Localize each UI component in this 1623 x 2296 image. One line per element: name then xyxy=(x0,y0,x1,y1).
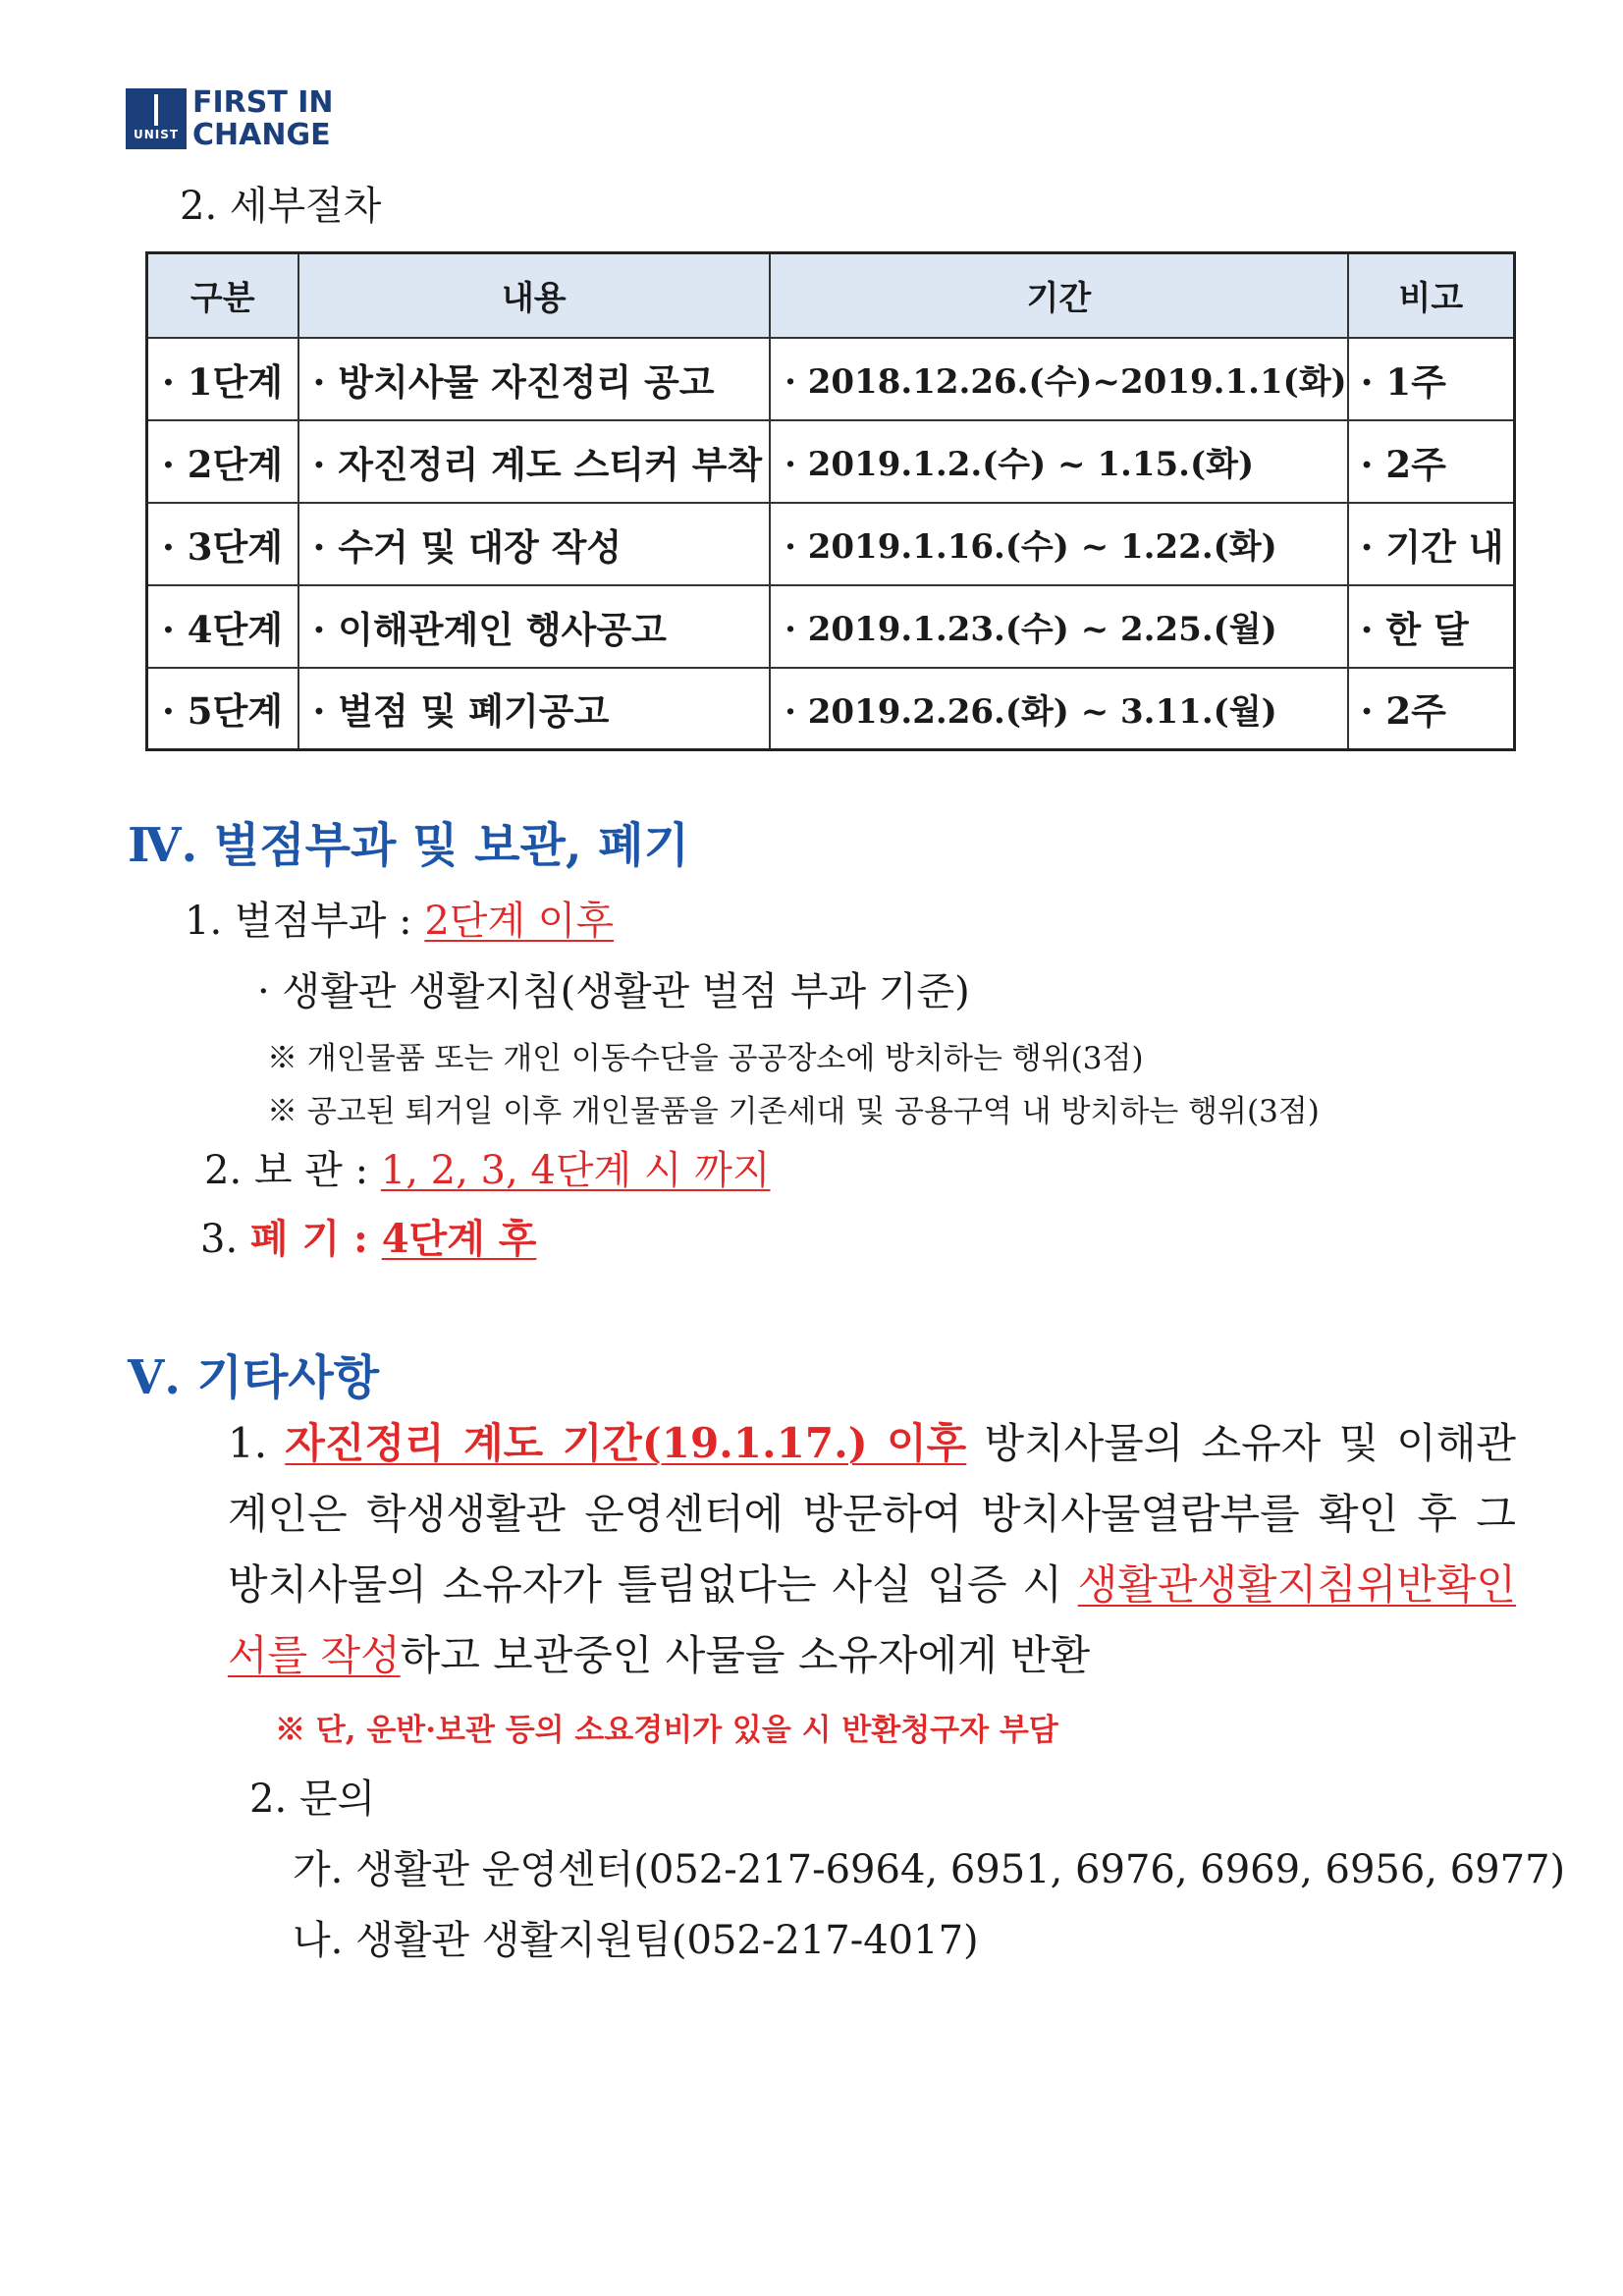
guideline-bullet: · 생활관 생활지침(생활관 벌점 부과 기준) xyxy=(257,969,970,1014)
table-row xyxy=(147,338,1515,420)
storage-value: 1, 2, 3, 4단계 시 까지 xyxy=(380,1148,771,1193)
logo-slogan-line1: FIRST IN xyxy=(192,85,334,120)
inquiry-label: 2. 문의 xyxy=(249,1777,376,1822)
disposal-line xyxy=(200,1208,536,1264)
cell-content: · 이해관계인 행사공고 xyxy=(298,585,771,668)
procedure-table xyxy=(145,251,1516,751)
disposal-value: 4단계 후 xyxy=(381,1216,537,1262)
table-row xyxy=(147,668,1515,750)
disposal-label: 폐 기 : xyxy=(249,1216,382,1262)
penalty-note-1: ※ 개인물품 또는 개인 이동수단을 공공장소에 방치하는 행위(3점) xyxy=(267,1041,1144,1076)
section5-title: Ⅴ. 기타사항 xyxy=(128,1350,380,1405)
return-text-a: 방치사물의 소유자 및 이해관계인은 학생생활관 운영센터에 방문하여 방치사물열람부를 확인 후 그 방치사물의 소유자가 틀림없다는 사실 입증 시 xyxy=(228,1419,1516,1609)
return-period-highlight: 자진정리 계도 기간(19.1.17.) 이후 xyxy=(285,1419,967,1467)
header-content: 내용 xyxy=(298,253,771,338)
return-number: 1. xyxy=(228,1419,286,1467)
logo-slogan-line2: CHANGE xyxy=(192,118,331,152)
cell-stage: · 1단계 xyxy=(147,338,298,420)
storage-label: 2. 보 관 : xyxy=(204,1148,381,1193)
return-text-b: 하고 보관중인 사물을 소유자에게 반환 xyxy=(400,1631,1091,1679)
cell-period: · 2019.1.2.(수) ~ 1.15.(화) xyxy=(770,420,1348,503)
logo-slogan xyxy=(192,86,334,151)
penalty-note-2: ※ 공고된 퇴거일 이후 개인물품을 기존세대 및 공용구역 내 방치하는 행위(3점) xyxy=(267,1094,1320,1129)
cell-stage: · 3단계 xyxy=(147,503,298,585)
table-row xyxy=(147,585,1515,668)
cell-stage: · 4단계 xyxy=(147,585,298,668)
cell-stage: · 2단계 xyxy=(147,420,298,503)
cell-note: · 기간 내 xyxy=(1348,503,1515,585)
unist-logo-mark xyxy=(126,88,187,149)
return-paragraph xyxy=(228,1408,1516,1691)
table-row xyxy=(147,420,1515,503)
penalty-value: 2단계 이후 xyxy=(424,899,615,944)
penalty-label: 1. 벌점부과 : xyxy=(185,899,425,944)
cell-period: · 2018.12.26.(수)~2019.1.1(화) xyxy=(770,338,1348,420)
unist-logo xyxy=(126,86,334,151)
cell-period: · 2019.2.26.(화) ~ 3.11.(월) xyxy=(770,668,1348,750)
penalty-line xyxy=(185,890,614,946)
cell-period: · 2019.1.23.(수) ~ 2.25.(월) xyxy=(770,585,1348,668)
header-stage: 구분 xyxy=(147,253,298,338)
return-form-highlight: 생활관생활지침위반확인서를 작성 xyxy=(228,1560,1516,1679)
cell-period: · 2019.1.16.(수) ~ 1.22.(화) xyxy=(770,503,1348,585)
cell-content: · 벌점 및 폐기공고 xyxy=(298,668,771,750)
return-cost-note: ※ 단, 운반·보관 등의 소요경비가 있을 시 반환청구자 부담 xyxy=(275,1713,1058,1748)
cell-note: · 한 달 xyxy=(1348,585,1515,668)
cell-content: · 방치사물 자진정리 공고 xyxy=(298,338,771,420)
cell-stage: · 5단계 xyxy=(147,668,298,750)
header-note: 비고 xyxy=(1348,253,1515,338)
contact-operation-center: 가. 생활관 운영센터(052-217-6964, 6951, 6976, 6969, 6956, 6977) xyxy=(293,1847,1566,1892)
cell-content: · 수거 및 대장 작성 xyxy=(298,503,771,585)
logo-badge-text: UNIST xyxy=(133,128,180,141)
step-heading: 2. 세부절차 xyxy=(180,184,382,229)
cell-note: · 2주 xyxy=(1348,668,1515,750)
cell-note: · 1주 xyxy=(1348,338,1515,420)
cell-content: · 자진정리 계도 스티커 부착 xyxy=(298,420,771,503)
section4-title: Ⅳ. 벌점부과 및 보관, 폐기 xyxy=(128,818,690,873)
contact-support-team: 나. 생활관 생활지원팀(052-217-4017) xyxy=(293,1918,979,1963)
table-header-row xyxy=(147,253,1515,338)
header-period: 기간 xyxy=(770,253,1348,338)
disposal-number: 3. xyxy=(200,1217,250,1262)
storage-line xyxy=(204,1139,771,1195)
cell-note: · 2주 xyxy=(1348,420,1515,503)
table-row xyxy=(147,503,1515,585)
